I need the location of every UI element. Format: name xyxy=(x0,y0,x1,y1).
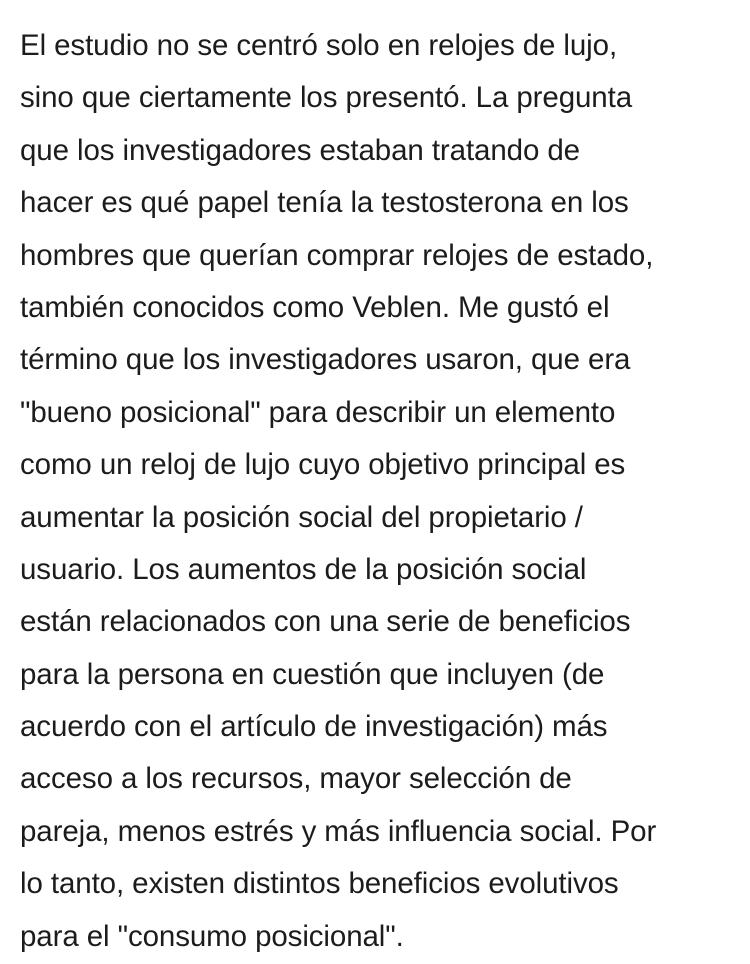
paragraph-line: aumentar la posición social del propietario / xyxy=(20,500,583,534)
paragraph-line: término que los investigadores usaron, que era xyxy=(20,343,631,377)
paragraph-line: hombres que querían comprar relojes de estado, xyxy=(20,238,654,272)
paragraph-line: acceso a los recursos, mayor selección de xyxy=(20,762,572,796)
body-paragraph xyxy=(20,20,740,963)
paragraph-line: "bueno posicional" para describir un elemento xyxy=(20,395,616,429)
paragraph-line: para el "consumo posicional". xyxy=(20,919,404,953)
paragraph-line: acuerdo con el artículo de investigación) más xyxy=(20,710,608,744)
paragraph-line: están relacionados con una serie de beneficios xyxy=(20,605,631,639)
paragraph-line: para la persona en cuestión que incluyen (de xyxy=(20,657,605,691)
paragraph-line: como un reloj de lujo cuyo objetivo principal es xyxy=(20,448,626,482)
paragraph-line: El estudio no se centró solo en relojes de lujo, xyxy=(20,29,618,62)
paragraph-line: también conocidos como Veblen. Me gustó el xyxy=(20,290,610,324)
paragraph-line: lo tanto, existen distintos beneficios evolutivos xyxy=(20,867,619,901)
paragraph-line: pareja, menos estrés y más influencia social. Por xyxy=(20,814,657,848)
paragraph-line: sino que ciertamente los presentó. La pregunta xyxy=(20,81,633,115)
paragraph-line: que los investigadores estaban tratando de xyxy=(20,133,580,167)
paragraph-line: hacer es qué papel tenía la testosterona en los xyxy=(20,186,629,220)
paragraph-line: usuario. Los aumentos de la posición social xyxy=(20,552,587,586)
